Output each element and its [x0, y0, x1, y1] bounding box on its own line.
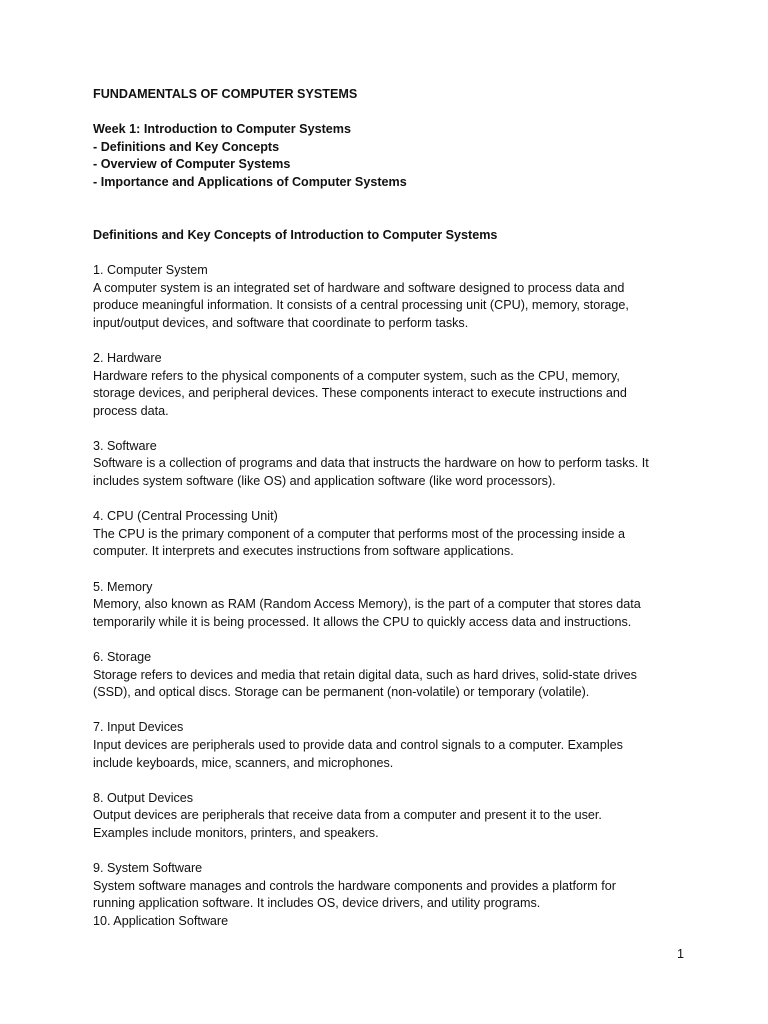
definition-line: A computer system is an integrated set of hardware and software designed to process data and	[93, 280, 625, 295]
definition-line: (SSD), and optical discs. Storage can be permanent (non-volatile) or temporary (volatile).	[93, 685, 590, 700]
definition-title: 4. CPU (Central Processing Unit)	[93, 509, 278, 524]
definition-line: process data.	[93, 403, 169, 418]
document-title: FUNDAMENTALS OF COMPUTER SYSTEMS	[93, 87, 358, 101]
definition-item	[93, 860, 693, 913]
definition-line: The CPU is the primary component of a computer that performs most of the processing inside a	[93, 526, 625, 541]
week-heading: Week 1: Introduction to Computer Systems	[93, 122, 351, 137]
definition-title: 2. Hardware	[93, 350, 162, 365]
definition-line: running application software. It includes OS, device drivers, and utility programs.	[93, 896, 541, 911]
week-topic: - Definitions and Key Concepts	[93, 139, 280, 154]
definition-line: Software is a collection of programs and data that instructs the hardware on how to perform tasks. It	[93, 456, 649, 471]
definition-line: Hardware refers to the physical components of a computer system, such as the CPU, memory,	[93, 368, 620, 383]
definition-title: 9. System Software	[93, 861, 203, 876]
definition-item	[93, 719, 693, 772]
week-outline	[93, 121, 693, 191]
definition-line: input/output devices, and software that coordinate to perform tasks.	[93, 315, 469, 330]
definition-item	[93, 350, 693, 420]
definition-title: 8. Output Devices	[93, 790, 194, 805]
definition-item	[93, 649, 693, 702]
definition-line: Input devices are peripherals used to provide data and control signals to a computer. Examples	[93, 737, 623, 752]
definition-line: storage devices, and peripheral devices. These components interact to execute instructions and	[93, 386, 627, 401]
page-content	[93, 86, 693, 931]
definition-line: System software manages and controls the hardware components and provides a platform for	[93, 878, 616, 893]
definition-title: 7. Input Devices	[93, 720, 184, 735]
section-heading: Definitions and Key Concepts of Introduction to Computer Systems	[93, 227, 498, 242]
definition-line: Memory, also known as RAM (Random Access Memory), is the part of a computer that stores data	[93, 597, 641, 612]
definition-line: include keyboards, mice, scanners, and microphones.	[93, 755, 394, 770]
definition-line: Storage refers to devices and media that retain digital data, such as hard drives, solid-state drives	[93, 667, 637, 682]
definition-item	[93, 438, 693, 491]
page-number: 1	[676, 947, 684, 961]
definition-line: temporarily while it is being processed. It allows the CPU to quickly access data and instructions.	[93, 614, 632, 629]
definition-item	[93, 579, 693, 632]
week-topic: - Importance and Applications of Computer Systems	[93, 174, 407, 189]
definition-item	[93, 790, 693, 843]
definition-title: 6. Storage	[93, 650, 152, 664]
definition-line: Output devices are peripherals that receive data from a computer and present it to the user.	[93, 808, 602, 823]
definition-line: produce meaningful information. It consists of a central processing unit (CPU), memory, storage,	[93, 298, 629, 313]
definition-title: 10. Application Software	[93, 913, 229, 928]
definition-item	[93, 262, 693, 332]
definition-title: 1. Computer System	[93, 262, 208, 277]
definition-item	[93, 508, 693, 561]
definition-item	[93, 913, 693, 931]
definition-title: 3. Software	[93, 438, 157, 453]
definition-title: 5. Memory	[93, 579, 153, 594]
definition-line: includes system software (like OS) and application software (like word processors).	[93, 474, 556, 489]
definition-line: computer. It interprets and executes instructions from software applications.	[93, 544, 514, 559]
week-topic: - Overview of Computer Systems	[93, 157, 291, 172]
definition-line: Examples include monitors, printers, and speakers.	[93, 825, 379, 840]
